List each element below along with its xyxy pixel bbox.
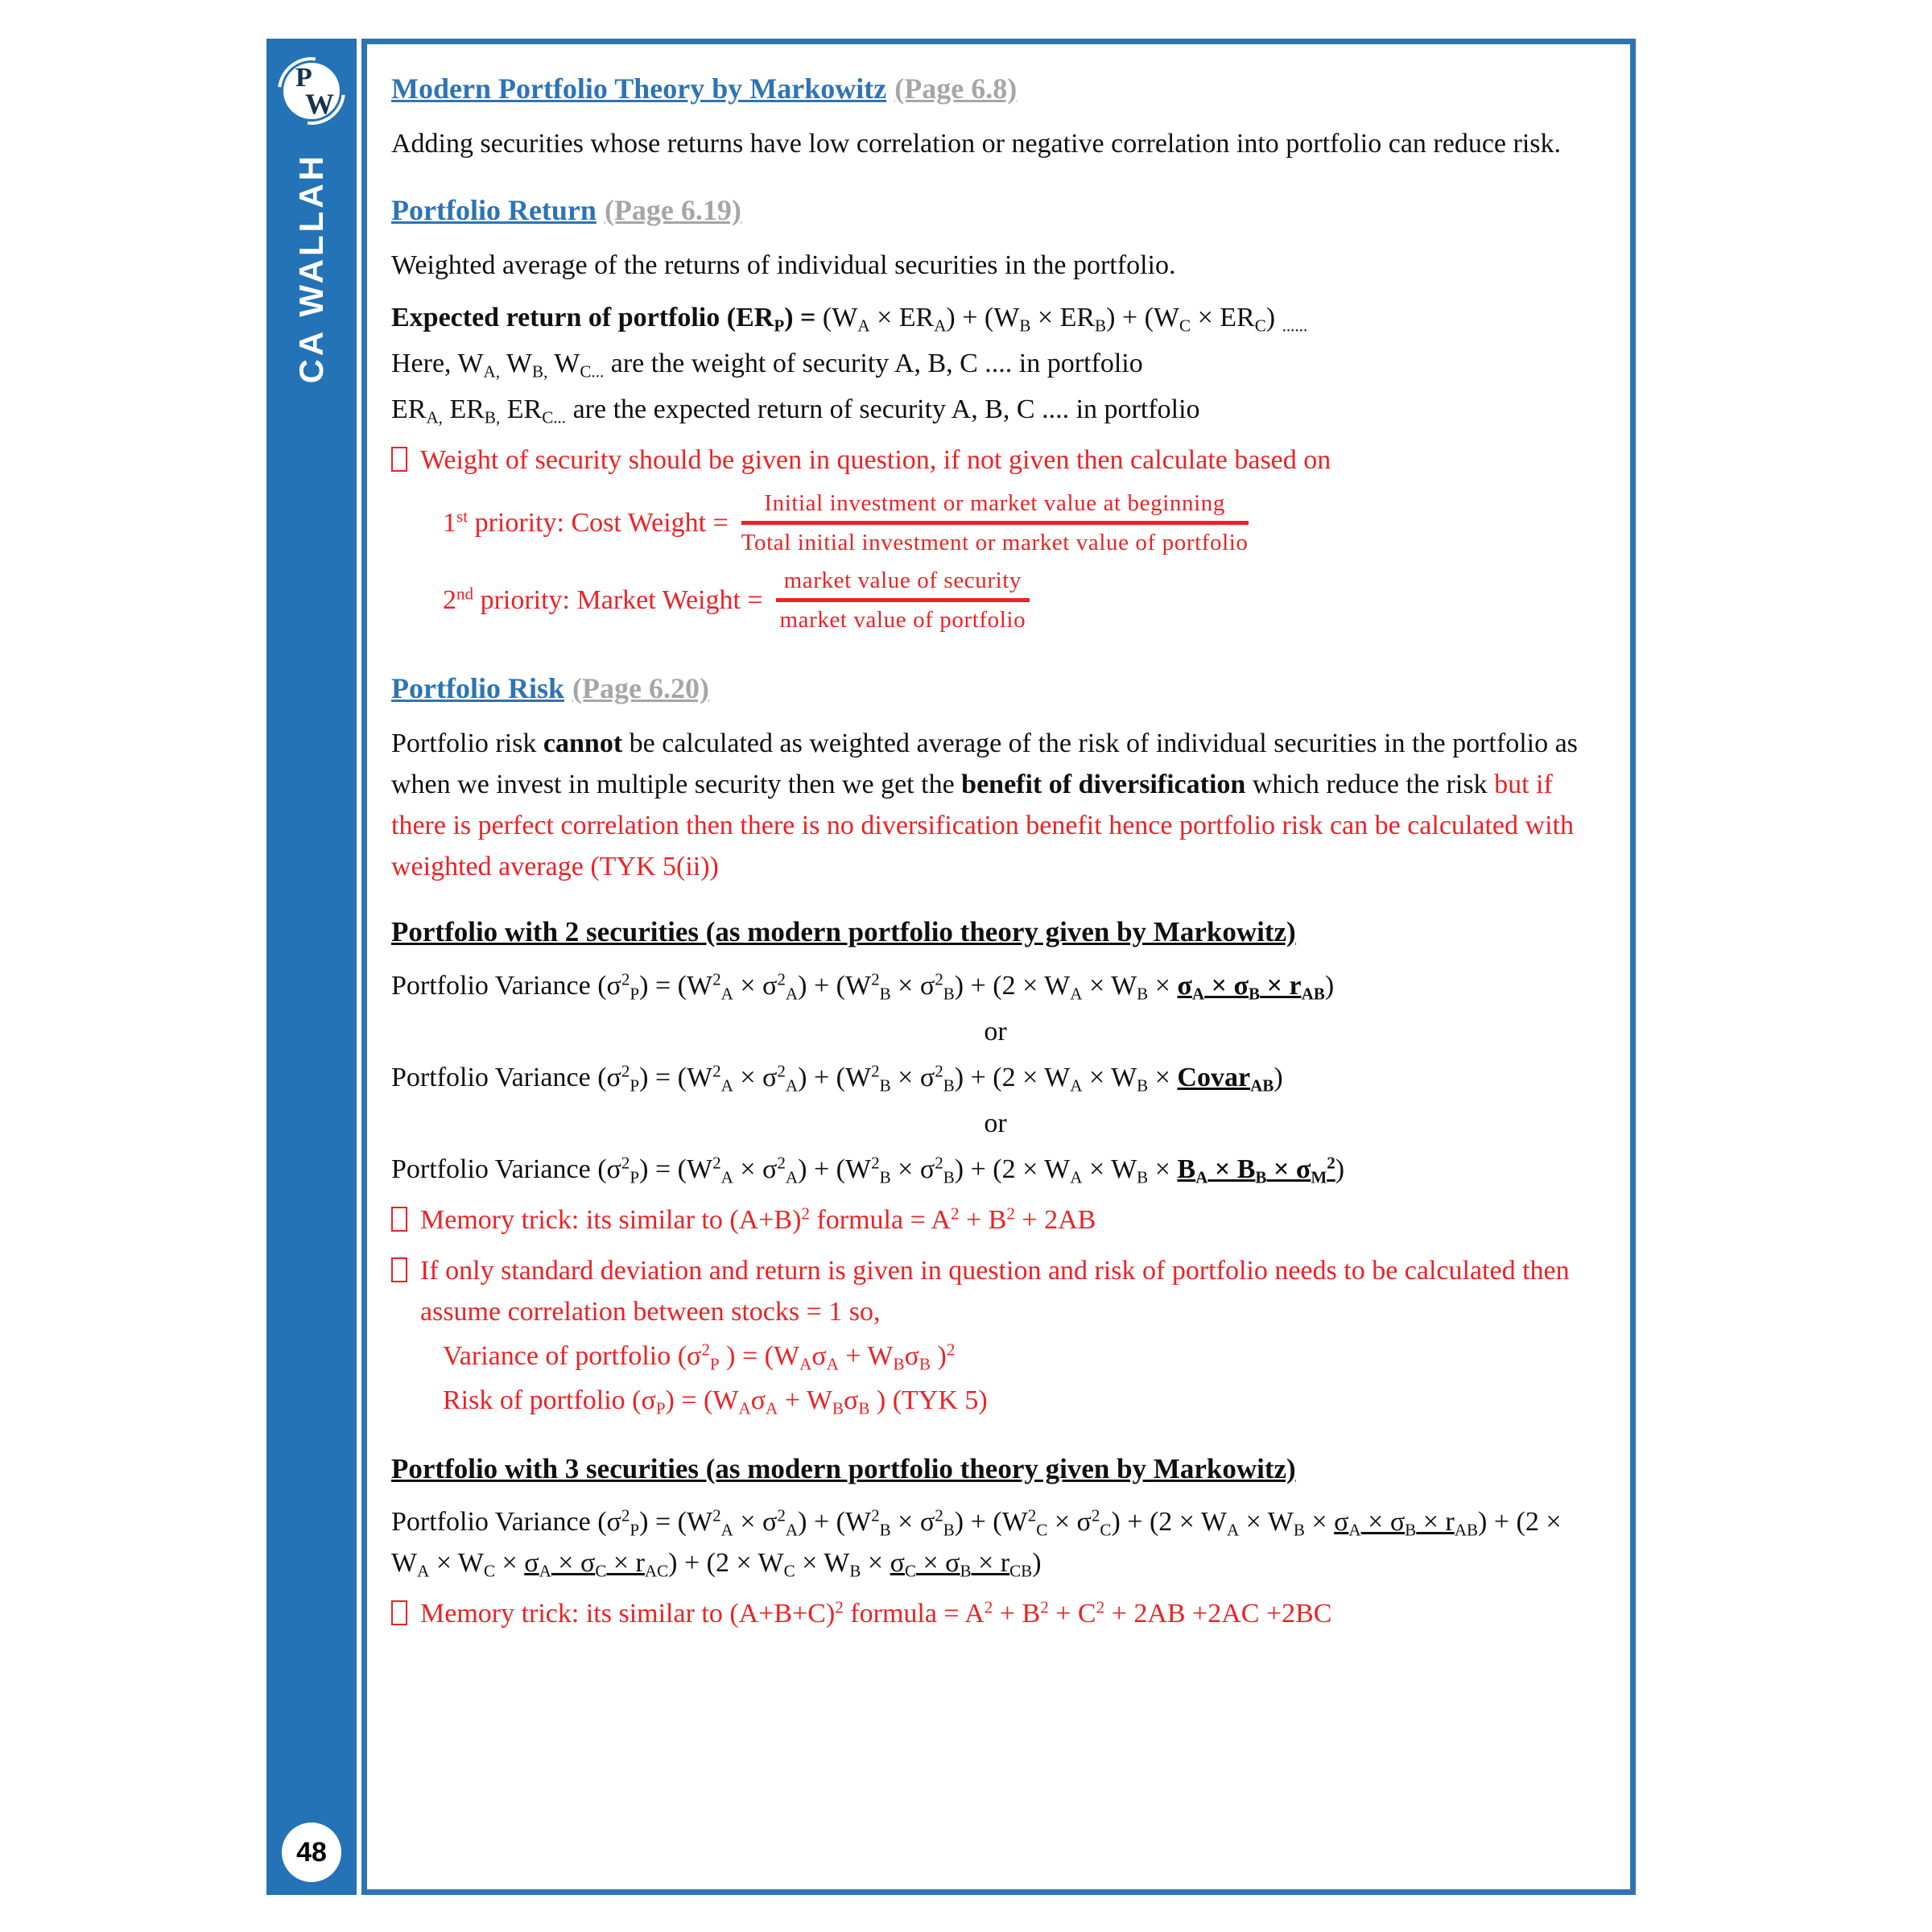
formula-variance-simplified: Variance of portfolio ($\sigma^2_P$ ) = ($W_A\sigma_A + W_B\sigma_B$ )$^2$	[443, 1339, 956, 1373]
note-standard-deviation-case	[391, 1250, 1600, 1424]
formula-risk-simplified: Risk of portfolio $(\sigma_P) = (W_A\sigma_A + W_B\sigma_B$ ) (TYK 5)	[443, 1385, 988, 1418]
heading-portfolio-return	[391, 188, 1600, 232]
heading-page-ref: (Page 6.19)	[604, 194, 741, 226]
bullet-box-icon	[391, 1600, 407, 1625]
sidebar	[266, 39, 357, 1895]
page-number-badge: 48	[282, 1823, 341, 1882]
para-portfolio-risk: Portfolio risk cannot be calculated as weighted average of the risk of individual securities in the portfolio as when we invest in multiple security then we get the benefit of diversification which reduce the risk but if there is perfect correlation then there is no diversification benefit hence portfolio risk can be calculated with weighted average (TYK 5(ii))	[391, 729, 1578, 881]
pw-logo-disc	[283, 63, 340, 119]
market-weight-fraction	[776, 566, 1030, 635]
page-sheet	[266, 39, 1636, 1895]
pw-logo-letter-p: P	[295, 63, 312, 93]
or-separator: or	[984, 1108, 1007, 1138]
fraction-numerator: market value of security	[776, 566, 1030, 602]
market-weight-label: 2nd priority: Market Weight =	[443, 584, 763, 615]
formula-variance-3-securities: Portfolio Variance $(\sigma^2_P) = (W^2_A \times \sigma^2_A) + (W^2_B \times \sigma^2_B) + (W^2_C \times \sigma^2_C) + (2 \times W_A \times W_B \times \sigma_A \times \sigma_B \times r_{AB}) + (2 \times W_A \times W_C \times \sigma_A \times \sigma_C \times r_{AC}) + (2 \times W_C \times W_B \times \sigma_C \times \sigma_B \times r_{CB})$	[391, 1505, 1562, 1581]
heading-page-ref: (Page 6.20)	[572, 672, 709, 704]
memory-trick-text: Memory trick: its similar to $(A+B)^2$ formula = $A^2 + B^2 + 2AB$	[420, 1203, 1096, 1235]
note-memory-trick-3sec	[391, 1593, 1600, 1634]
formula-variance-covariance: Portfolio Variance $(\sigma^2_P) = (W^2_A \times \sigma^2_A) + (W^2_B \times \sigma^2_B) + (2 \times W_A \times W_B$ × Covar$_{AB}$)	[391, 1060, 1283, 1095]
heading-2-securities: Portfolio with 2 securities (as modern portfolio theory given by Markowitz)	[391, 916, 1296, 947]
bullet-box-icon	[391, 447, 407, 472]
fraction-denominator: market value of portfolio	[779, 606, 1026, 633]
bullet-box-icon	[391, 1207, 407, 1232]
heading-title: Portfolio Return	[391, 194, 597, 226]
formula-expected-return: Expected return of portfolio $(ER_P) = (W_A \times ER_A) + (W_B \times ER_B) + (W_C \times ER_C)$ $_{......}$	[391, 303, 1308, 336]
heading-page-ref: (Page 6.8)	[894, 72, 1018, 105]
content-frame	[361, 39, 1636, 1895]
pw-logo	[280, 60, 343, 122]
formula-variance-beta: Portfolio Variance $(\sigma^2_P) = (W^2_A \times \sigma^2_A) + (W^2_B \times \sigma^2_B) + (2 \times W_A \times W_B \times B_A \times B_B \times \sigma_M^2)$	[391, 1152, 1345, 1187]
formula-returns-note: $ER_{A,}$ $ER_{B,}$ $ER_{C...}$ are the expected return of security A, B, C .... in portfolio	[391, 394, 1200, 427]
note-weight-of-security	[391, 440, 1600, 642]
para-mpt: Adding securities whose returns have low correlation or negative correlation into portfolio can reduce risk.	[391, 129, 1562, 159]
memory-trick-text: Memory trick: its similar to $(A+B+C)^2$ formula = $A^2 + B^2 + C^2 + 2AB +2AC +2BC$	[420, 1597, 1332, 1629]
or-separator: or	[984, 1016, 1007, 1046]
heading-modern-portfolio-theory	[391, 67, 1600, 110]
note-sd-text: If only standard deviation and return is given in question and risk of portfolio needs to be calculated then assume correlation between stocks = 1 so,	[420, 1255, 1570, 1327]
note-memory-trick-2sec	[391, 1199, 1600, 1241]
brand-vertical-text: CA WALLAH	[292, 153, 330, 384]
formula-variance-correlation: Portfolio Variance $(\sigma^2_P) = (W^2_A \times \sigma^2_A) + (W^2_B \times \sigma^2_B) + (2 \times W_A \times W_B \times \sigma_A \times \sigma_B \times r_{AB})$	[391, 968, 1335, 1003]
bullet-box-icon	[391, 1257, 407, 1282]
cost-weight-formula	[443, 489, 1600, 558]
market-weight-formula	[443, 566, 1600, 635]
pw-logo-letter-w: W	[305, 88, 334, 120]
heading-title: Modern Portfolio Theory by Markowitz	[391, 72, 887, 105]
heading-title: Portfolio Risk	[391, 672, 564, 704]
para-portfolio-return: Weighted average of the returns of individual securities in the portfolio.	[391, 250, 1176, 280]
fraction-numerator: Initial investment or market value at beginning	[741, 489, 1249, 525]
note-weight-text: Weight of security should be given in question, if not given then calculate based on	[420, 445, 1331, 475]
heading-portfolio-risk	[391, 667, 1600, 710]
cost-weight-fraction	[741, 489, 1249, 558]
heading-3-securities: Portfolio with 3 securities (as modern portfolio theory given by Markowitz)	[391, 1452, 1296, 1484]
fraction-denominator: Total initial investment or market value of portfolio	[741, 530, 1249, 556]
cost-weight-label: 1st priority: Cost Weight =	[443, 506, 729, 539]
formula-weights-note: Here, $W_{A,}$ $W_{B,}$ $W_{C...}$ are the weight of security A, B, C .... in portfolio	[391, 349, 1143, 382]
